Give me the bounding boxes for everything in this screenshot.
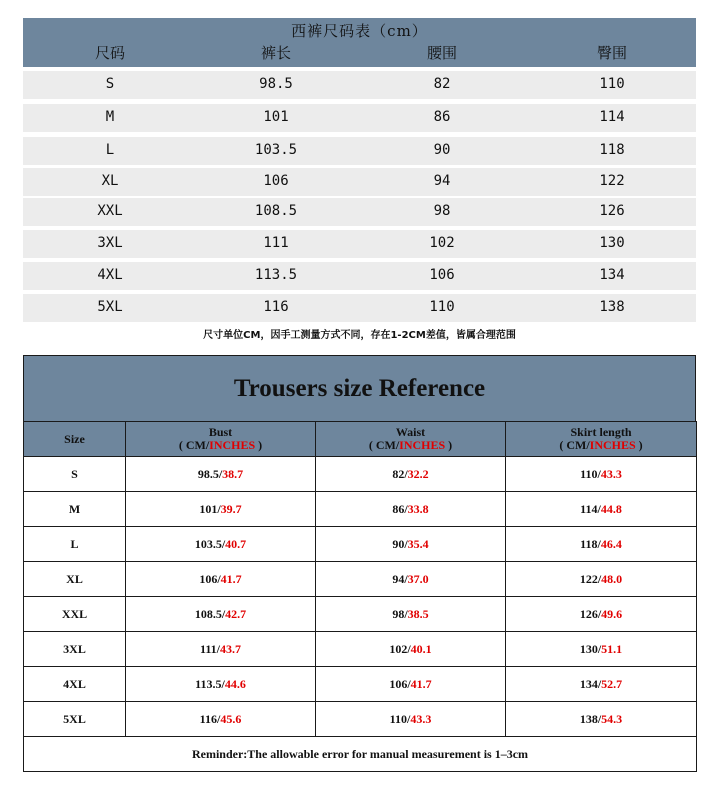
size-cell: M: [24, 492, 126, 527]
column-header-size: 尺码: [94, 44, 126, 62]
table-row: [24, 457, 697, 492]
waist-cell: 94: [433, 173, 451, 189]
length-cell: 134/52.7: [506, 667, 697, 702]
table-row: [24, 492, 697, 527]
table-row: [24, 632, 697, 667]
table-row: [24, 527, 697, 562]
unit-cm: ( CM/: [368, 438, 400, 452]
bust-cell: 111/43.7: [126, 632, 316, 667]
bust-cell: 98.5/38.7: [126, 457, 316, 492]
unit-inches: INCHES: [399, 438, 446, 452]
waist-cell: 82: [433, 76, 451, 92]
bust-cell: 113.5/44.6: [126, 667, 316, 702]
bust-label: Bust: [208, 425, 233, 439]
length-cell: 110/43.3: [506, 457, 697, 492]
length-cell: 114/44.8: [506, 492, 697, 527]
size-cell: L: [24, 527, 126, 562]
length-cell: 138/54.3: [506, 702, 697, 737]
chinese-table-header: [23, 18, 696, 67]
table-row: [24, 667, 697, 702]
size-cell: M: [105, 109, 115, 125]
table-row: [23, 294, 696, 322]
table-row: [24, 562, 697, 597]
unit-close: ): [635, 438, 643, 452]
waist-cell: 102/40.1: [316, 632, 506, 667]
size-cell: S: [105, 76, 115, 92]
size-cell: XXL: [97, 203, 123, 219]
hip-cell: 130: [599, 235, 625, 251]
length-cell: 101: [263, 109, 289, 125]
column-header-bust: [126, 422, 316, 457]
table-row: [23, 198, 696, 226]
length-cell: 108.5: [254, 203, 298, 219]
chinese-size-table: [23, 18, 696, 315]
length-cell: 103.5: [254, 142, 298, 158]
column-header-waist: 腰围: [426, 44, 458, 62]
size-cell: 4XL: [97, 267, 123, 283]
measurement-note: 尺寸单位CM，因手工测量方式不同，存在1-2CM差值，皆属合理范围: [203, 330, 516, 341]
length-cell: 113.5: [254, 267, 298, 283]
size-cell: L: [105, 142, 115, 158]
unit-close: ): [445, 438, 453, 452]
size-cell: 3XL: [97, 235, 123, 251]
length-cell: 106: [263, 173, 289, 189]
table-row: [23, 230, 696, 258]
column-header-size: Size: [24, 422, 126, 457]
hip-cell: 122: [599, 173, 625, 189]
hip-cell: 126: [599, 203, 625, 219]
unit-cm: ( CM/: [559, 438, 590, 452]
waist-cell: 82/32.2: [316, 457, 506, 492]
waist-cell: 86/33.8: [316, 492, 506, 527]
size-cell: XL: [101, 173, 119, 189]
unit-inches: INCHES: [209, 438, 256, 452]
length-cell: 122/48.0: [506, 562, 697, 597]
waist-cell: 90: [433, 142, 451, 158]
waist-cell: 102: [429, 235, 455, 251]
length-cell: 130/51.1: [506, 632, 697, 667]
size-cell: 4XL: [24, 667, 126, 702]
unit-close: ): [255, 438, 263, 452]
bust-cell: 101/39.7: [126, 492, 316, 527]
waist-cell: 106/41.7: [316, 667, 506, 702]
column-header-skirt-length: [506, 422, 697, 457]
hip-cell: 114: [599, 109, 625, 125]
waist-label: Waist: [395, 425, 426, 439]
reminder-row: [24, 737, 697, 772]
unit-cm: ( CM/: [178, 438, 210, 452]
column-header-hip: 臀围: [596, 44, 628, 62]
table-row: [23, 71, 696, 99]
waist-cell: 98: [433, 203, 451, 219]
bust-cell: 108.5/42.7: [126, 597, 316, 632]
waist-cell: 106: [429, 267, 455, 283]
size-cell: XXL: [24, 597, 126, 632]
bust-cell: 103.5/40.7: [126, 527, 316, 562]
skirt-length-label: Skirt length: [570, 425, 632, 439]
length-cell: 116: [263, 299, 289, 315]
bust-cell: 106/41.7: [126, 562, 316, 597]
table-row: [24, 597, 697, 632]
size-cell: 5XL: [24, 702, 126, 737]
length-cell: 98.5: [259, 76, 293, 92]
hip-cell: 134: [599, 267, 625, 283]
waist-cell: 110: [429, 299, 455, 315]
size-cell: S: [24, 457, 126, 492]
table-row: [24, 702, 697, 737]
reference-title: Trousers size Reference: [23, 355, 696, 422]
chinese-table-title: 西裤尺码表（cm）: [291, 22, 428, 40]
trousers-size-reference: [23, 355, 696, 768]
reminder-text: Reminder:The allowable error for manual measurement is 1–3cm: [24, 737, 697, 772]
column-header-length: 裤长: [260, 44, 292, 62]
size-cell: XL: [24, 562, 126, 597]
hip-cell: 110: [599, 76, 625, 92]
waist-cell: 94/37.0: [316, 562, 506, 597]
waist-cell: 86: [433, 109, 451, 125]
length-cell: 126/49.6: [506, 597, 697, 632]
reference-header-row: [24, 422, 697, 457]
size-cell: 5XL: [97, 299, 123, 315]
hip-cell: 118: [599, 142, 625, 158]
table-row: [23, 262, 696, 290]
waist-cell: 110/43.3: [316, 702, 506, 737]
waist-cell: 90/35.4: [316, 527, 506, 562]
unit-inches: INCHES: [589, 438, 636, 452]
bust-cell: 116/45.6: [126, 702, 316, 737]
table-row: [23, 104, 696, 132]
table-row: [23, 168, 696, 196]
length-cell: 118/46.4: [506, 527, 697, 562]
table-row: [23, 137, 696, 165]
reference-table: [23, 421, 697, 772]
size-cell: 3XL: [24, 632, 126, 667]
waist-cell: 98/38.5: [316, 597, 506, 632]
column-header-waist: [316, 422, 506, 457]
hip-cell: 138: [599, 299, 625, 315]
length-cell: 111: [263, 235, 289, 251]
